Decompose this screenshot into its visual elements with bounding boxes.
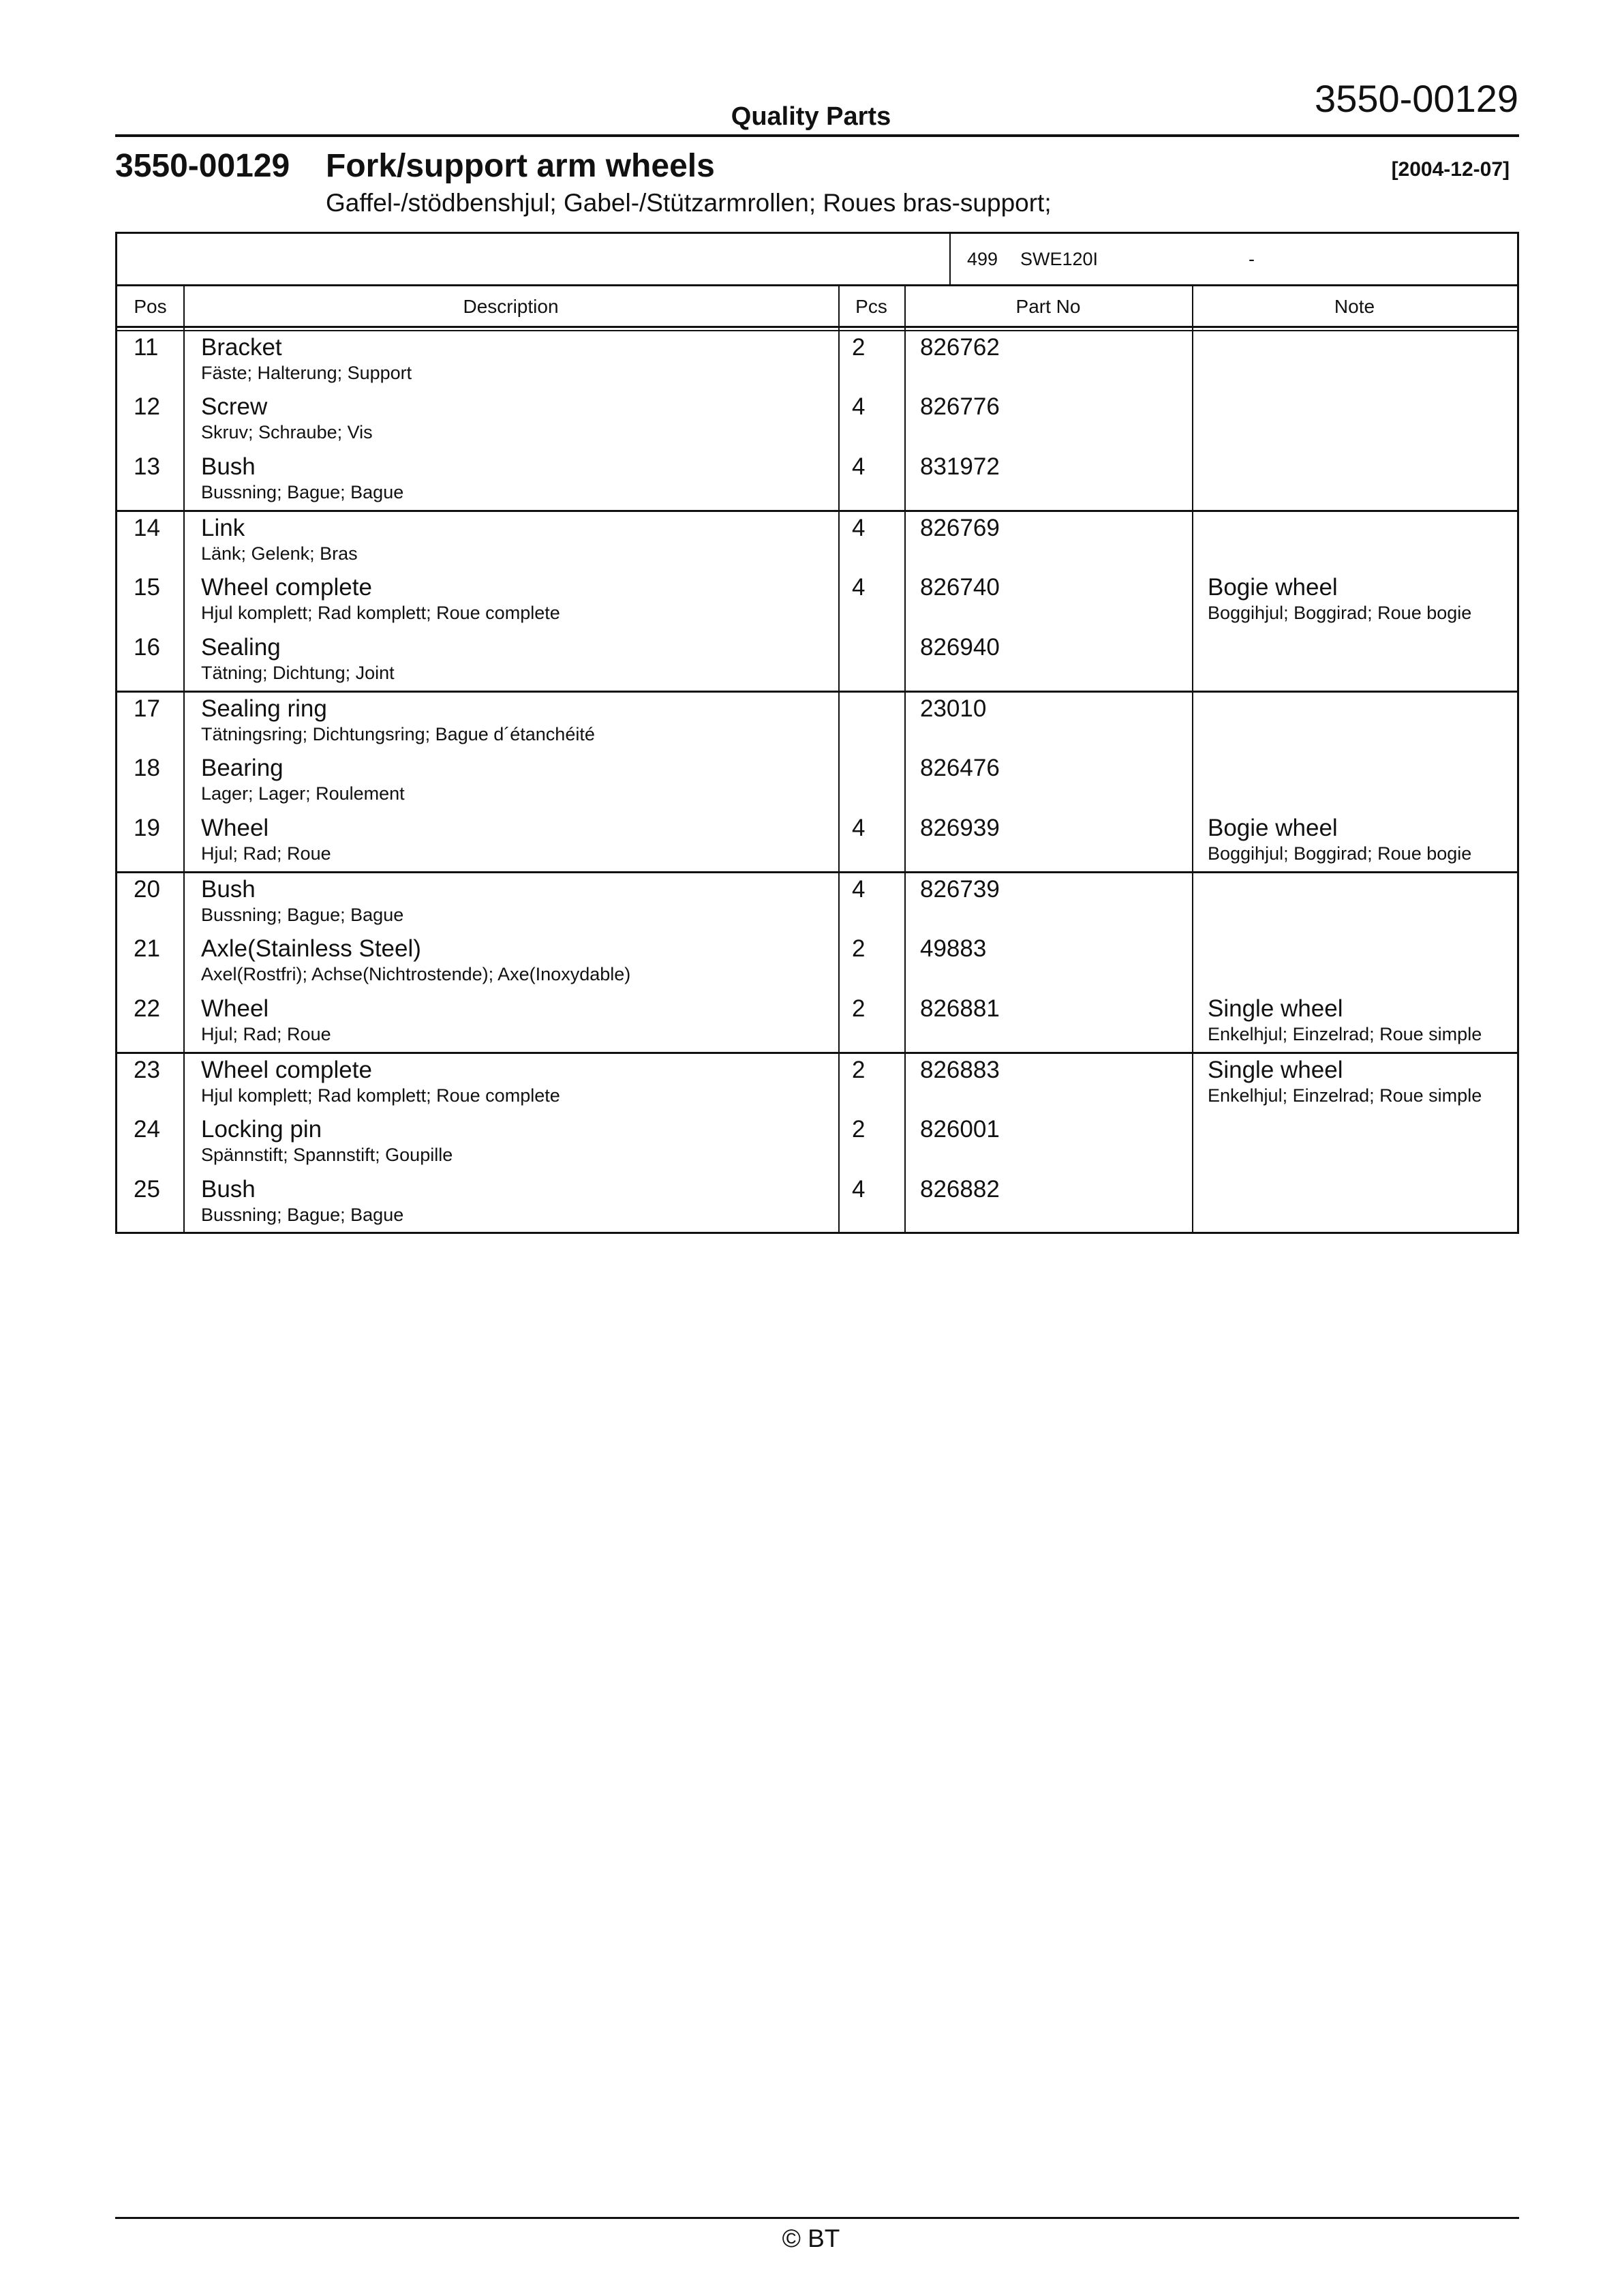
part-number-cell: 826739 (920, 876, 1000, 903)
translation-cell: Fäste; Halterung; Support (201, 363, 412, 383)
translation-cell: Lager; Lager; Roulement (201, 783, 405, 804)
translation-cell: Skruv; Schraube; Vis (201, 422, 373, 443)
table-row (117, 1113, 1517, 1173)
part-number-cell: 826769 (920, 515, 1000, 541)
translation-cell: Bussning; Bague; Bague (201, 481, 404, 502)
model-code: 499 (967, 249, 998, 269)
position-cell: 21 (134, 935, 160, 963)
description-cell: Bush (201, 453, 256, 480)
model-row (117, 234, 1517, 286)
table-row (117, 693, 1517, 752)
header-description: Description (463, 296, 559, 317)
pcs-cell: 4 (852, 574, 866, 601)
pcs-cell: 2 (852, 334, 866, 361)
position-cell: 13 (134, 453, 160, 480)
model-separator (949, 234, 951, 284)
part-number-cell: 826882 (920, 1175, 1000, 1203)
section-heading: Quality Parts (731, 102, 891, 131)
row-group (117, 512, 1517, 693)
part-number-cell: 831972 (920, 453, 1000, 480)
header-pcs: Pcs (855, 296, 887, 317)
position-cell: 17 (134, 695, 160, 722)
part-number-cell: 49883 (920, 935, 987, 963)
pcs-cell: 2 (852, 995, 866, 1022)
table-row (117, 451, 1517, 510)
pcs-cell: 4 (852, 1175, 866, 1203)
description-cell: Bracket (201, 334, 282, 361)
translation-cell: Hjul; Rad; Roue (201, 1023, 331, 1044)
document-number: 3550-00129 (1315, 77, 1518, 120)
title-date: [2004-12-07] (1391, 158, 1510, 181)
part-number-cell: 826001 (920, 1116, 1000, 1143)
model-name: SWE120I (1020, 249, 1099, 269)
note-cell: Single wheel (1208, 995, 1343, 1022)
pcs-cell: 4 (852, 393, 866, 421)
pcs-cell: 4 (852, 814, 866, 841)
header-note: Note (1334, 296, 1375, 317)
description-cell: Locking pin (201, 1116, 322, 1143)
description-cell: Bearing (201, 755, 284, 782)
position-cell: 12 (134, 393, 160, 421)
description-cell: Wheel complete (201, 1057, 372, 1083)
description-cell: Bush (201, 876, 256, 903)
position-cell: 23 (134, 1057, 160, 1083)
description-cell: Sealing (201, 633, 281, 661)
description-cell: Link (201, 515, 245, 541)
position-cell: 19 (134, 814, 160, 841)
row-group (117, 873, 1517, 1054)
description-cell: Wheel (201, 814, 269, 841)
header-pos: Pos (134, 296, 167, 317)
pcs-cell: 4 (852, 515, 866, 541)
table-row (117, 873, 1517, 933)
pcs-cell: 2 (852, 935, 866, 963)
row-group (117, 331, 1517, 512)
page-title: Fork/support arm wheels (326, 148, 715, 184)
title-number: 3550-00129 (115, 148, 290, 184)
table-row (117, 571, 1517, 631)
table-row (117, 391, 1517, 450)
description-cell: Axle(Stainless Steel) (201, 935, 421, 963)
note-translation-cell: Boggihjul; Boggirad; Roue bogie (1208, 843, 1472, 864)
part-number-cell: 826883 (920, 1057, 1000, 1083)
position-cell: 20 (134, 876, 160, 903)
table-header (117, 286, 1517, 328)
pcs-cell: 4 (852, 876, 866, 903)
description-cell: Wheel complete (201, 574, 372, 601)
table-row (117, 1054, 1517, 1113)
title-translations: Gaffel-/stödbenshjul; Gabel-/Stützarmrollen; Roues bras-support; (326, 189, 1052, 217)
description-cell: Wheel (201, 995, 269, 1022)
row-group (117, 693, 1517, 873)
row-group (117, 1054, 1517, 1233)
position-cell: 11 (134, 334, 159, 361)
translation-cell: Axel(Rostfri); Achse(Nichtrostende); Axe(Inoxydable) (201, 964, 631, 985)
copyright: © BT (782, 2224, 840, 2252)
part-number-cell: 826939 (920, 814, 1000, 841)
part-number-cell: 826776 (920, 393, 1000, 421)
translation-cell: Tätning; Dichtung; Joint (201, 662, 395, 683)
translation-cell: Bussning; Bague; Bague (201, 1204, 404, 1225)
position-cell: 16 (134, 633, 160, 661)
translation-cell: Tätningsring; Dichtungsring; Bague d´étanchéité (201, 724, 595, 744)
note-translation-cell: Enkelhjul; Einzelrad; Roue simple (1208, 1023, 1482, 1044)
translation-cell: Hjul komplett; Rad komplett; Roue complete (201, 603, 560, 624)
description-cell: Sealing ring (201, 695, 327, 722)
position-cell: 24 (134, 1116, 160, 1143)
description-cell: Bush (201, 1175, 256, 1203)
footer-divider (115, 2217, 1519, 2219)
part-number-cell: 826476 (920, 755, 1000, 782)
translation-cell: Länk; Gelenk; Bras (201, 543, 358, 564)
note-translation-cell: Enkelhjul; Einzelrad; Roue simple (1208, 1085, 1482, 1106)
position-cell: 18 (134, 755, 160, 782)
model-range: - (1249, 249, 1255, 269)
part-number-cell: 826762 (920, 334, 1000, 361)
table-row (117, 812, 1517, 871)
pcs-cell: 4 (852, 453, 866, 480)
position-cell: 15 (134, 574, 160, 601)
header-divider (115, 134, 1519, 137)
note-cell: Bogie wheel (1208, 814, 1338, 841)
translation-cell: Bussning; Bague; Bague (201, 905, 404, 925)
table-row (117, 512, 1517, 571)
table-row (117, 631, 1517, 691)
part-number-cell: 826881 (920, 995, 1000, 1022)
header-part-no: Part No (1015, 296, 1081, 317)
pcs-cell: 2 (852, 1116, 866, 1143)
translation-cell: Hjul komplett; Rad komplett; Roue complete (201, 1085, 560, 1106)
table-row (117, 1173, 1517, 1233)
translation-cell: Hjul; Rad; Roue (201, 843, 331, 864)
part-number-cell: 826740 (920, 574, 1000, 601)
description-cell: Screw (201, 393, 268, 421)
position-cell: 25 (134, 1175, 160, 1203)
note-cell: Bogie wheel (1208, 574, 1338, 601)
table-row (117, 933, 1517, 992)
table-row (117, 331, 1517, 391)
translation-cell: Spännstift; Spannstift; Goupille (201, 1145, 453, 1166)
table-row (117, 993, 1517, 1052)
position-cell: 22 (134, 995, 160, 1022)
part-number-cell: 23010 (920, 695, 987, 722)
note-translation-cell: Boggihjul; Boggirad; Roue bogie (1208, 603, 1472, 624)
part-number-cell: 826940 (920, 633, 1000, 661)
position-cell: 14 (134, 515, 160, 541)
parts-table (115, 232, 1519, 1234)
table-row (117, 752, 1517, 811)
table-body (117, 331, 1517, 1233)
pcs-cell: 2 (852, 1057, 866, 1083)
note-cell: Single wheel (1208, 1057, 1343, 1083)
